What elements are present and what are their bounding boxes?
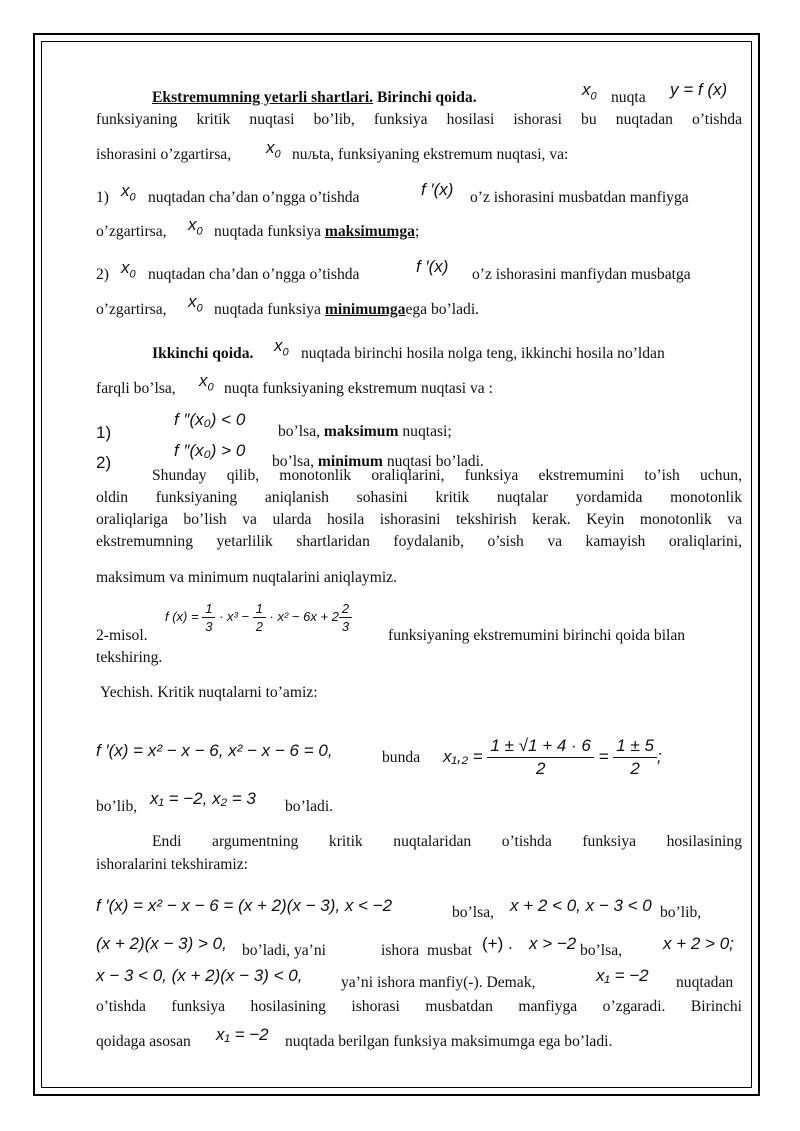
- condition-left: x + 2 < 0, x − 3 < 0: [510, 896, 652, 915]
- factored-derivative: f ′(x) = x² − x − 6 = (x + 2)(x − 3), x < −2: [96, 896, 393, 915]
- cond2-line2a: o’zgartirsa,: [96, 301, 167, 318]
- boladi-yani: bo’ladi, ya’ni: [242, 942, 327, 959]
- example-label: 2-misol.: [96, 627, 148, 644]
- plus-sign: (+) .: [482, 934, 513, 953]
- p1-line3a: ishorasini o’zgartirsa,: [96, 146, 232, 163]
- cond1-line2b: nuqtada funksiya: [214, 223, 321, 240]
- cond2-number: 2): [96, 266, 109, 283]
- cond2-text-b: o’z ishorasini manfiydan musbatga: [472, 266, 691, 283]
- roots-formula: x₁,₂ = $\frac{1 \pm √1 + 4 \cdot 6}{2}$ = $\frac{1 \pm 5}{2}$ ;: [443, 736, 662, 778]
- condition-right-2: x + 2 > 0;: [663, 934, 734, 953]
- para4-line2: ishoralarini tekshiramiz:: [96, 856, 248, 873]
- boladi-word: bo’ladi.: [285, 798, 334, 815]
- heading-line: [152, 88, 477, 108]
- case1-pre: bo’lsa,: [278, 423, 321, 440]
- x0-symbol: $x_0$: [188, 215, 203, 238]
- cond2-line2b: nuqtada funksiya: [214, 301, 321, 318]
- rule2-line2a: farqli bo’lsa,: [96, 380, 176, 397]
- product-positive: (x + 2)(x − 3) > 0,: [96, 934, 227, 953]
- cond1-text-a: nuqtadan cha’dan o’ngga o’tishda: [148, 189, 360, 206]
- analysis-line5b: nuqtada berilgan funksiya maksimumga ega bo’ladi.: [285, 1033, 613, 1050]
- case2-formula: f ″(x₀) > 0: [174, 441, 246, 460]
- bolib-word: bo’lib,: [660, 904, 702, 921]
- bunda-word: bunda: [382, 749, 421, 766]
- case1-post: nuqtasi;: [402, 423, 452, 440]
- keyword-maksimumga: maksimumga: [324, 223, 415, 240]
- p1-line3b: nuљta, funksiyaning ekstremum nuqtasi, va:: [292, 146, 569, 163]
- para3-line5: maksimum va minimum nuqtalarini aniqlaymiz.: [96, 569, 397, 586]
- cond1-number: 1): [96, 189, 109, 206]
- x0-symbol: $x_0$: [121, 258, 136, 281]
- example-tail: funksiyaning ekstremumini birinchi qoida bilan: [388, 627, 686, 644]
- example-line2: tekshiring.: [96, 649, 163, 666]
- cond2-end: ega bo’ladi.: [405, 301, 480, 318]
- rule1-label: Birinchi qoida.: [376, 89, 477, 106]
- example-function: f (x) = $\frac{1}{3}$ · x³ − $\frac{1}{2}$ · x² − 6x + 2 $\frac{2}{3}$: [165, 600, 352, 635]
- para3-line4: ekstremumning yetarlilik shartlaridan foydalanib, o’sish va kamayish oraliqlarini,: [96, 533, 742, 550]
- x0-symbol: $x_0$: [121, 181, 136, 204]
- x0-symbol: $x_0$: [199, 371, 214, 394]
- condition-right: x > −2: [529, 934, 577, 953]
- cond2-text-a: nuqtadan cha’dan o’ngga o’tishda: [148, 266, 360, 283]
- cond1-end: ;: [414, 223, 420, 240]
- rule2-label: Ikkinchi qoida.: [152, 345, 254, 362]
- case2-pre: bo’lsa,: [272, 453, 315, 470]
- critical-roots: x₁ = −2, x₂ = 3: [150, 789, 256, 808]
- bolsa-word: bo’lsa,: [580, 942, 623, 959]
- x1-value: x₁ = −2: [216, 1025, 269, 1044]
- rule2-text-a: nuqtada birinchi hosila nolga teng, ikkinchi hosila no’ldan: [301, 345, 665, 362]
- case2-post: nuqtasi bo’ladi.: [386, 453, 484, 470]
- f-prime-x: f ′(x): [421, 180, 454, 199]
- f-prime-x: f ′(x): [416, 257, 449, 276]
- product-negative: x − 3 < 0, (x + 2)(x − 3) < 0,: [96, 966, 303, 985]
- case2-keyword: minimum: [317, 453, 383, 470]
- musbat-word: musbat: [427, 942, 473, 959]
- p1-line2: funksiyaning kritik nuqtasi bo’lib, funksiya hosilasi ishorasi bu nuqtadan o’tishda: [96, 111, 742, 128]
- case1-formula: f ″(x₀) < 0: [174, 410, 246, 429]
- nuqtadan-word: nuqtadan: [676, 974, 734, 991]
- keyword-minimumga: minimumga: [324, 301, 406, 318]
- para3-line1: Shunday qilib, monotonlik oraliqlarini, funksiya ekstremumini to’ish uchun,: [152, 467, 742, 484]
- x0-symbol: $x_0$: [274, 336, 289, 359]
- x0-symbol: $x_0$: [266, 138, 281, 161]
- derivative-equation: f ′(x) = x² − x − 6, x² − x − 6 = 0,: [96, 741, 333, 760]
- case1-keyword: maksimum: [323, 423, 399, 440]
- case1-number: 1): [96, 423, 112, 442]
- x0-symbol: $x_0$: [582, 80, 597, 103]
- x0-symbol: $x_0$: [188, 292, 203, 315]
- analysis-line3: ya’ni ishora manfiy(-). Demak,: [341, 974, 536, 991]
- cond1-text-b: o’z ishorasini musbatdan manfiyga: [470, 189, 689, 206]
- ishora-word: ishora: [381, 942, 420, 959]
- bolib-word: bo’lib,: [96, 798, 138, 815]
- nuqta-word: nuqta: [611, 89, 646, 106]
- solution-title: Yechish. Kritik nuqtalarni to’amiz:: [100, 684, 318, 701]
- x1-value: x₁ = −2: [596, 966, 649, 985]
- section-heading: Ekstremumning yetarli shartlari.: [152, 89, 374, 106]
- para4-line1: Endi argumentning kritik nuqtalaridan o’tishda funksiya hosilasining: [152, 833, 742, 850]
- analysis-line4: o’tishda funksiya hosilasining ishorasi musbatdan manfiyga o’zgaradi. Birinchi: [96, 998, 742, 1015]
- analysis-line5a: qoidaga asosan: [96, 1033, 191, 1050]
- cond1-line2a: o’zgartirsa,: [96, 223, 167, 240]
- rule2-line2b: nuqta funksiyaning ekstremum nuqtasi va :: [224, 380, 493, 397]
- bolsa-word: bo’lsa,: [452, 904, 495, 921]
- para3-line3: oraliqlariga bo’lish va ularda hosila ishorasini tekshirish kerak. Keyin monotonlik va: [96, 511, 742, 528]
- case2-number: 2): [96, 453, 112, 472]
- para3-line2: oldin funksiyaning aniqlanish sohasini kritik nuqtalar yordamida monotonlik: [96, 489, 742, 506]
- y-equals-f-x: y = f (x): [670, 80, 728, 99]
